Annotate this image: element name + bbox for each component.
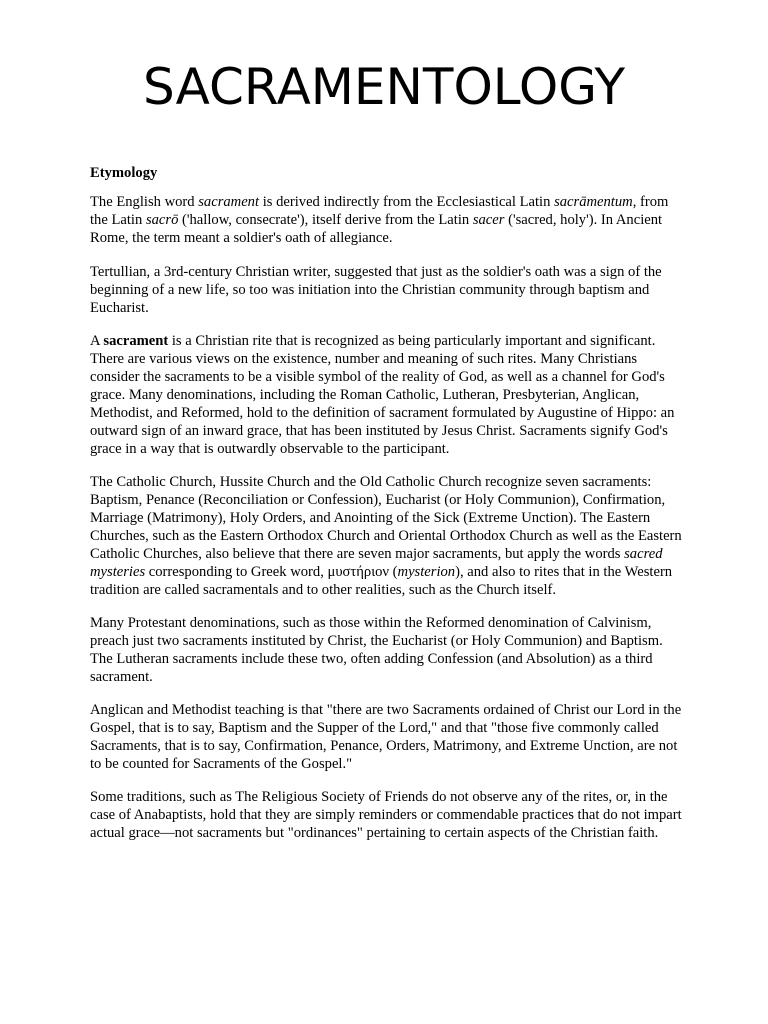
italic-term-mysterion: mysterion xyxy=(397,564,456,580)
italic-term-sacramentum: sacrāmentum xyxy=(554,194,633,210)
italic-term-sacer: sacer xyxy=(472,212,505,228)
text-run: The Catholic Church, Hussite Church and the Old Catholic Church recognize seven sacraments: Baptism, Penance (Reconciliation or Confession), Eucharist (or Holy Communion), Confirmation, Marriage (Matrimony), Holy Orders, and Anointing of the Sick (Extreme Unction). The Eastern Churches, such as the Eastern Orthodox Church and Oriental Orthodox Church as well as the Eastern Catholic Churches, also believe that there are seven major sacraments, but apply the words xyxy=(90,474,682,562)
text-run: ('hallow, consecrate'), itself derive from the Latin xyxy=(178,212,473,228)
bold-term-sacrament: sacrament xyxy=(103,333,169,349)
paragraph-tertullian: Tertullian, a 3rd-century Christian writer, suggested that just as the soldier's oath was a sign of the beginning of a new life, so too was initiation into the Christian community through baptism and Eucharist. xyxy=(90,264,662,316)
paragraph-protestant: Many Protestant denominations, such as those within the Reformed denomination of Calvinism, preach just two sacraments instituted by Christ, the Eucharist (or Holy Communion) and Baptism. The Lutheran sacraments include these two, often adding Confession (and Absolution) as a third sacrament. xyxy=(90,615,663,685)
paragraph-etymology xyxy=(90,193,686,247)
page-title: SACRAMENTOLOGY xyxy=(142,58,626,116)
italic-term-sacrament: sacrament xyxy=(198,194,260,210)
document-body xyxy=(90,164,686,857)
text-run: is derived indirectly from the Ecclesiastical Latin xyxy=(259,194,555,210)
text-run: , from the Latin xyxy=(90,194,669,228)
paragraph-sacrament-definition xyxy=(90,332,686,458)
text-run: is a Christian rite that is recognized as being particularly important and significant. There are various views on the existence, number and meaning of such rites. Many Christians consider the sacraments to be a visible symbol of the reality of God, as well as a channel for God's grace. Many denominations, including the Roman Catholic, Lutheran, Presbyterian, Anglican, Methodist, and Reformed, hold to the definition of sacrament formulated by Augustine of Hippo: an outward sign of an inward grace, that has been instituted by Jesus Christ. Sacraments signify God's grace in a way that is outwardly observable to the participant. xyxy=(90,333,675,457)
paragraph-seven-sacraments xyxy=(90,473,686,599)
text-run: corresponding to Greek word, μυστήριον ( xyxy=(145,564,398,580)
section-heading-etymology: Etymology xyxy=(90,165,158,181)
text-run: The English word xyxy=(90,194,199,210)
text-run: ), and also to rites that in the Western tradition are called sacramentals and to other realities, such as the Church itself. xyxy=(90,564,673,598)
paragraph-anglican-methodist: Anglican and Methodist teaching is that "there are two Sacraments ordained of Christ our Lord in the Gospel, that is to say, Baptism and the Supper of the Lord," and that "those five commonly called Sacraments, that is to say, Confirmation, Penance, Orders, Matrimony, and Extreme Unction, are not to be counted for Sacraments of the Gospel." xyxy=(90,702,682,772)
paragraph-other-traditions: Some traditions, such as The Religious Society of Friends do not observe any of the rites, or, in the case of Anabaptists, hold that they are simply reminders or commendable practices that do not impart actual grace—not sacraments but "ordinances" pertaining to certain aspects of the Christian faith. xyxy=(90,789,682,841)
text-run: ('sacred, holy'). In Ancient Rome, the term meant a soldier's oath of allegiance. xyxy=(90,212,663,246)
text-run: A xyxy=(90,333,104,349)
italic-term-sacred-mysteries: sacred mysteries xyxy=(90,546,663,580)
italic-term-sacro: sacrō xyxy=(145,212,179,228)
